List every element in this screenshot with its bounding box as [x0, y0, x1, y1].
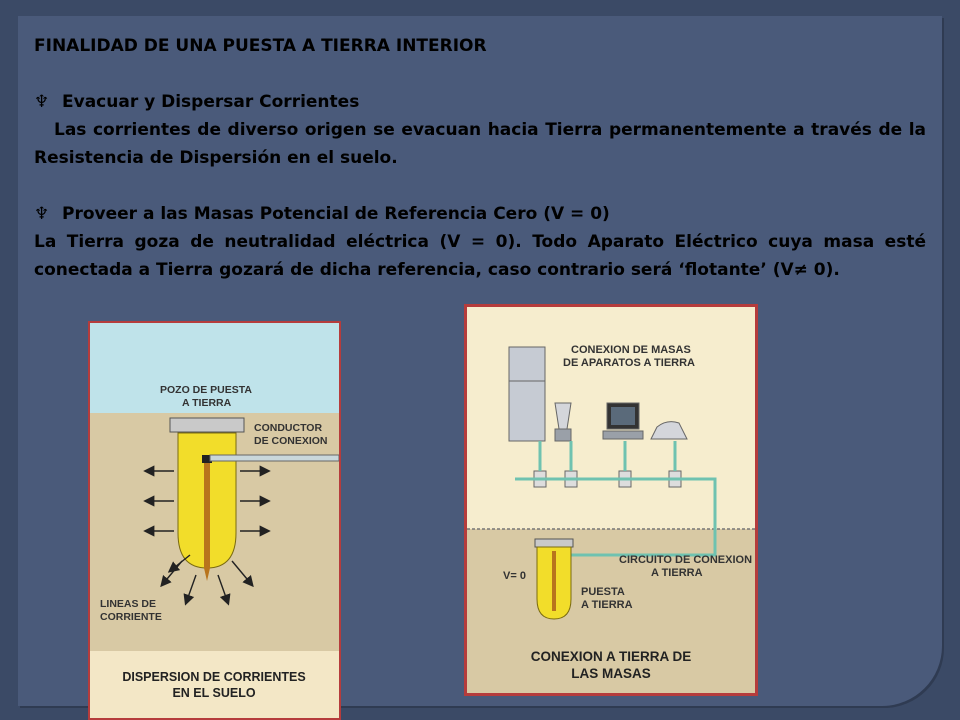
ground-rod: [204, 458, 210, 568]
caption-conexion: CONEXION A TIERRA DE LAS MASAS: [530, 649, 692, 681]
caption-dispersion: DISPERSION DE CORRIENTES EN EL SUELO: [122, 670, 306, 700]
refrigerator-icon: [509, 347, 545, 441]
label-pozo: POZO DE PUESTA A TIERRA: [160, 384, 252, 409]
pit-lid: [535, 539, 573, 547]
caption-area: [90, 651, 339, 718]
label-circuito: CIRCUITO DE CONEXION A TIERRA: [619, 554, 753, 579]
section1-title: [34, 88, 926, 116]
section2-title: [34, 200, 926, 228]
slide-heading: FINALIDAD DE UNA PUESTA A TIERRA INTERIOR: [34, 36, 487, 56]
grounding-diagram: [467, 307, 755, 693]
label-puesta: PUESTA A TIERRA: [581, 586, 633, 611]
figure-current-dispersion: [88, 321, 341, 720]
ground-rod: [552, 551, 556, 611]
section1-title-text: Evacuar y Dispersar Corrientes: [62, 92, 360, 112]
section1-body: Las corrientes de diverso origen se evacuan hacia Tierra permanentemente a través de la Resistencia de Dispersión en el suelo.: [34, 120, 926, 168]
label-conexion: CONEXION DE MASAS DE APARATOS A TIERRA: [563, 344, 696, 369]
label-lineas: LINEAS DE CORRIENTE: [100, 598, 162, 623]
conductor: [210, 455, 339, 461]
bullet-icon: ♆: [34, 92, 50, 112]
slide-text: [34, 32, 926, 284]
section2-body: La Tierra goza de neutralidad eléctrica (V = 0). Todo Aparato Eléctrico cuya masa esté conectada a Tierra gozará de dicha referencia, caso contrario será ‘flotante’ (V≠ 0).: [34, 232, 926, 280]
label-v-zero: V= 0: [503, 570, 526, 582]
section2-title-text: Proveer a las Masas Potencial de Referencia Cero (V = 0): [62, 204, 610, 224]
bullet-icon: ♆: [34, 204, 50, 224]
dispersion-diagram: [90, 323, 339, 718]
label-conductor: CONDUCTOR DE CONEXION: [254, 422, 328, 447]
pit-lid: [170, 418, 244, 432]
figure-equipment-grounding: [464, 304, 758, 696]
